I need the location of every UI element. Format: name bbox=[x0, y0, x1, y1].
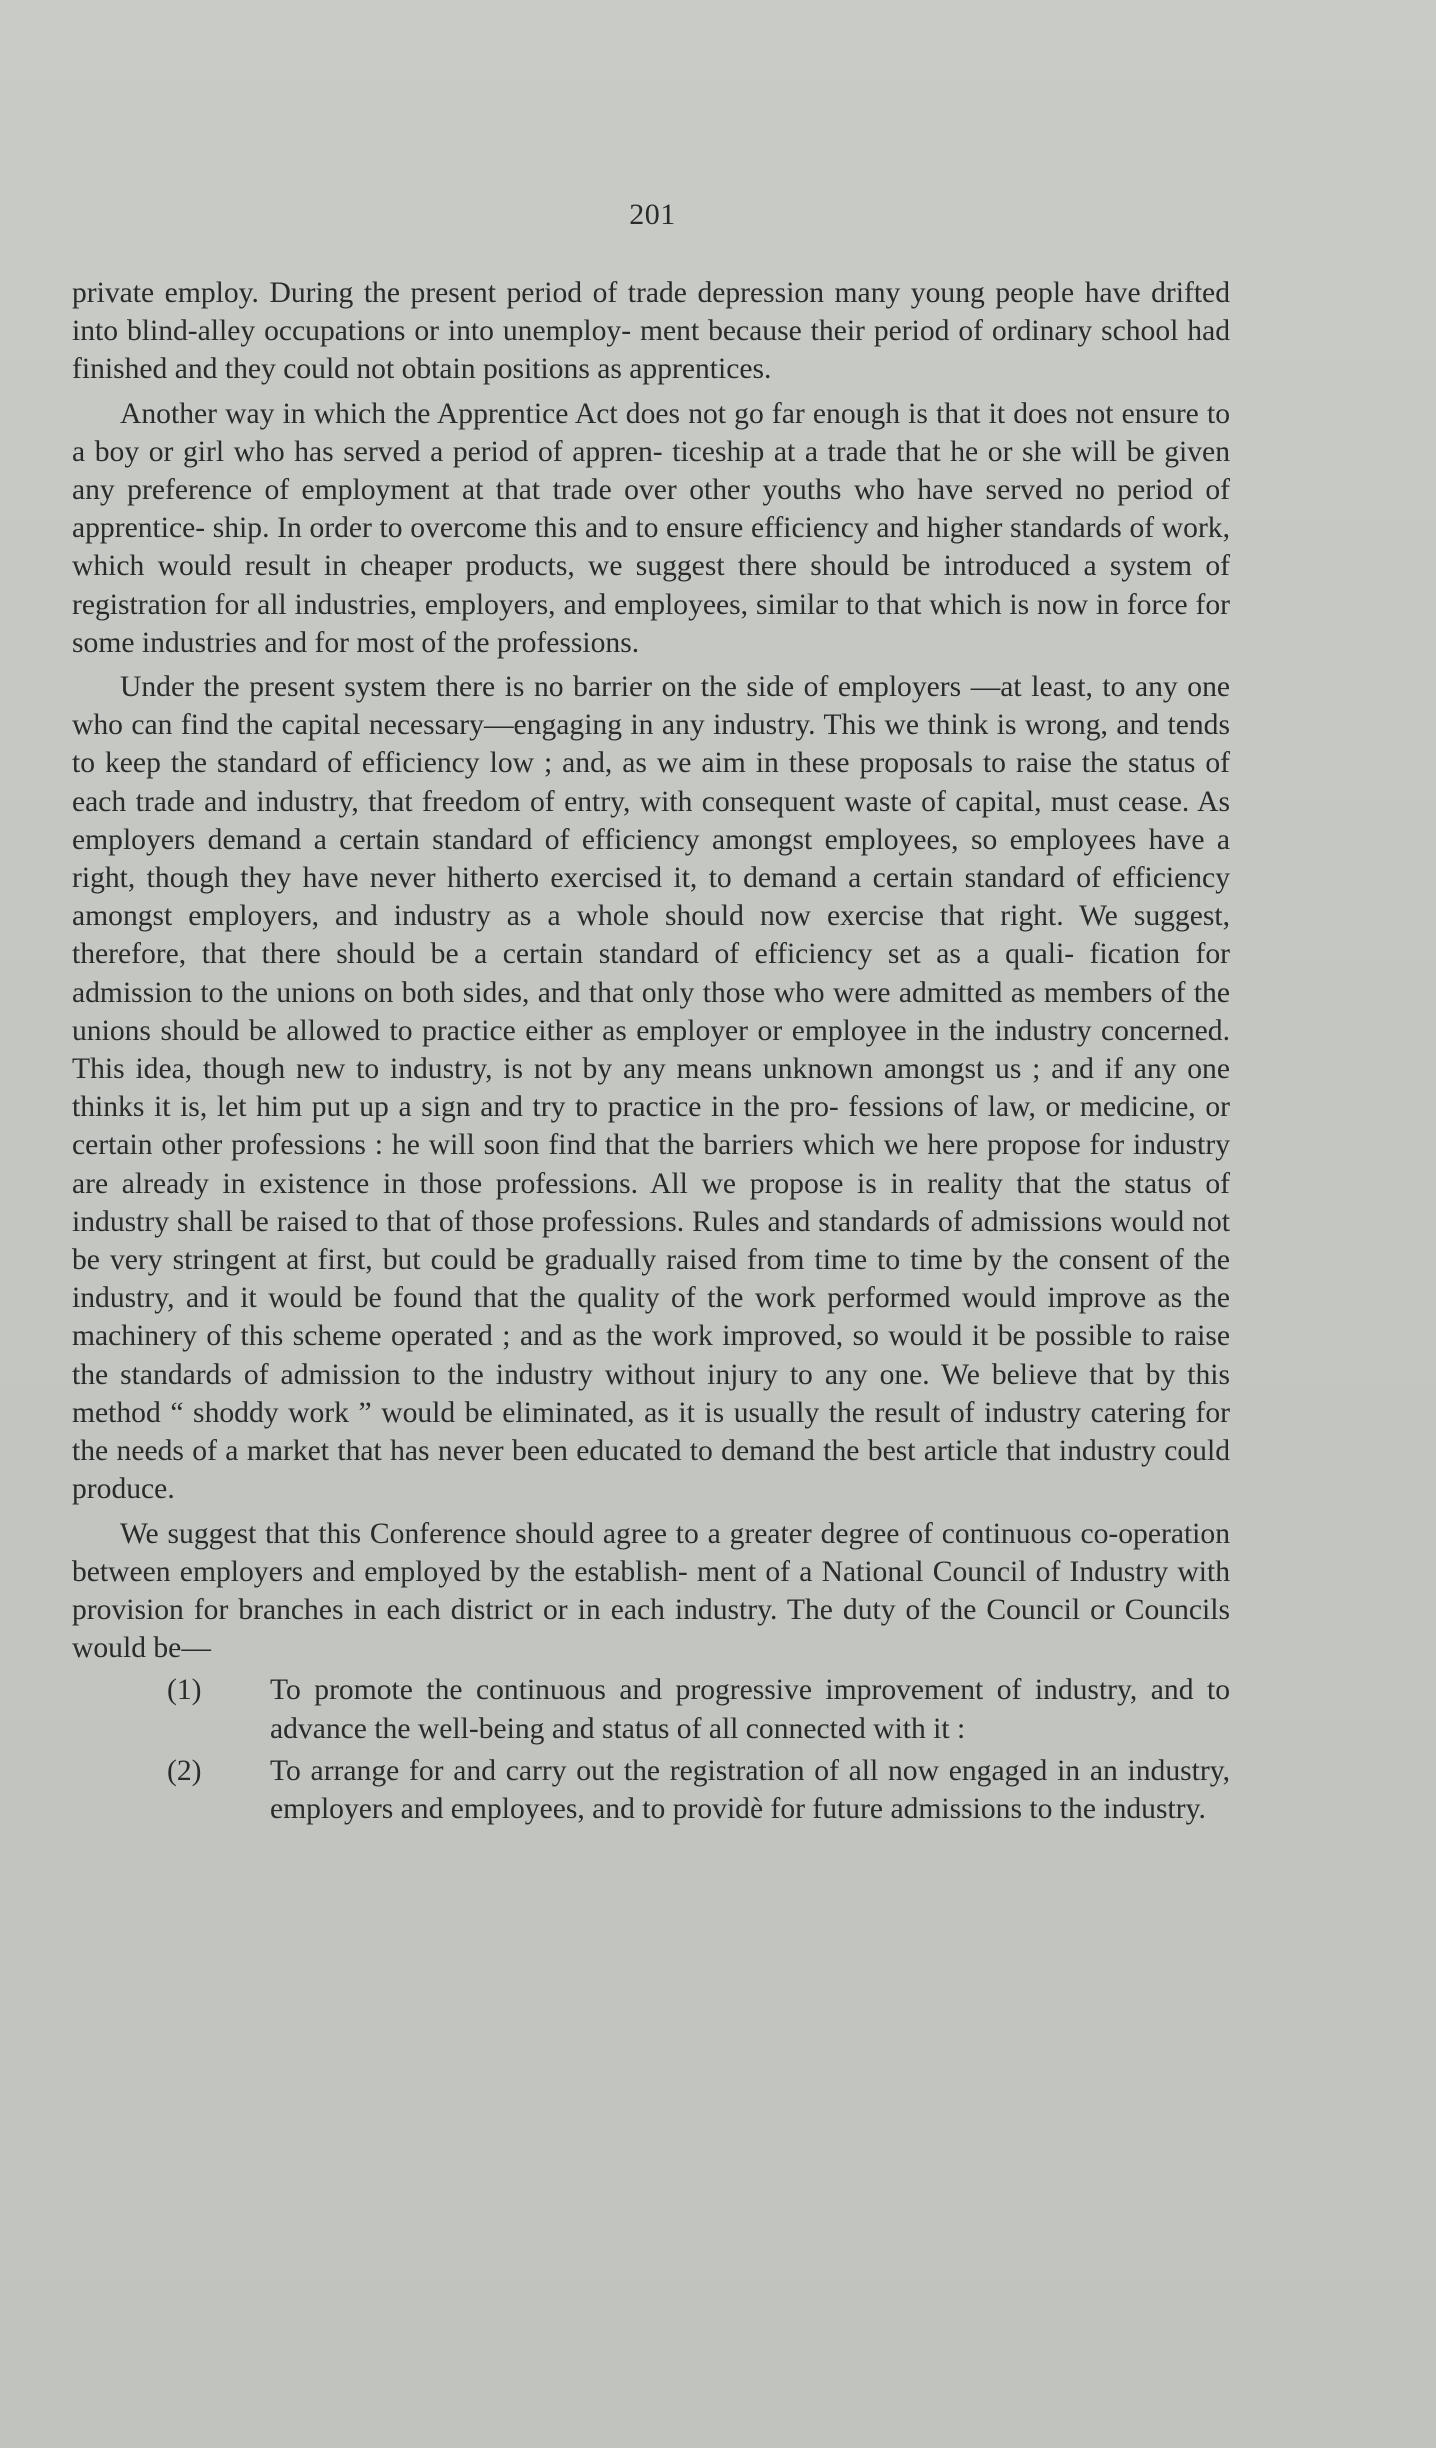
list-item bbox=[72, 1752, 1230, 1828]
page-number: 201 bbox=[629, 198, 676, 231]
list-item-number: (2) bbox=[167, 1754, 202, 1787]
paragraph-present-system: Under the present system there is no barrier on the side of employers —at least, to any one who can find the capital necessary—engaging in any industry. This we think is wrong, and tends to keep the standard of efficiency low ; and, as we aim in these proposals to raise the status of each trade and industry, that freedom of entry, with consequent waste of capital, must cease. As employers demand a certain standard of efficiency amongst employees, so employees have a right, though they have never hitherto exercised it, to demand a certain standard of efficiency amongst employers, and industry as a whole should now exercise that right. We suggest, therefore, that there should be a certain standard of efficiency set as a quali- fication for admission to the unions on both sides, and that only those who were admitted as members of the unions should be allowed to practice either as employer or employee in the industry concerned. This idea, though new to industry, is not by any means unknown amongst us ; and if any one thinks it is, let him put up a sign and try to practice in the pro- fessions of law, or medicine, or certain other professions : he will soon find that the barriers which we here propose for industry are already in existence in those professions. All we propose is in reality that the status of industry shall be raised to that of those professions. Rules and standards of admissions would not be very stringent at first, but could be gradually raised from time to time by the consent of the industry, and it would be found that the quality of the work performed would improve as the machinery of this scheme operated ; and as the work improved, so would it be possible to raise the standards of admission to the industry without injury to any one. We believe that by this method “ shoddy work ” would be eliminated, as it is usually the result of industry catering for the needs of a market that has never been educated to demand the best article that industry could produce. bbox=[72, 671, 1230, 1506]
paragraph-continuation: private employ. During the present period of trade depression many young people have drifted into blind-alley occupations or into unemploy- ment because their period of ordinary school had finished and they could not obtain positions as apprentices. bbox=[72, 277, 1230, 386]
list-item-text: To arrange for and carry out the registration of all now engaged in an industry, employers and employees, and to providè for future admissions to the industry. bbox=[270, 1754, 1230, 1825]
paragraph-conference-suggestion: We suggest that this Conference should agree to a greater degree of continuous co-operation between employers and employed by the establish- ment of a National Council of Industry with provision for branches in each district or in each industry. The duty of the Council or Councils would be— bbox=[72, 1517, 1230, 1665]
list-item-number: (1) bbox=[167, 1674, 202, 1707]
list-item-text: To promote the continuous and progressive improvement of industry, and to advance the well-being and status of all connected with it : bbox=[270, 1674, 1230, 1745]
body-text bbox=[72, 274, 1230, 1828]
duties-list bbox=[72, 1671, 1230, 1828]
list-item bbox=[72, 1671, 1230, 1747]
paragraph-apprentice-act: Another way in which the Apprentice Act does not go far enough is that it does not ensure to a boy or girl who has served a period of appren- ticeship at a trade that he or she will be given any preference of employment at that trade over other youths who have served no period of apprentice- ship. In order to overcome this and to ensure efficiency and higher standards of work, which would result in cheaper products, we suggest there should be introduced a system of registration for all industries, employers, and employees, similar to that which is now in force for some industries and for most of the professions. bbox=[72, 397, 1230, 659]
